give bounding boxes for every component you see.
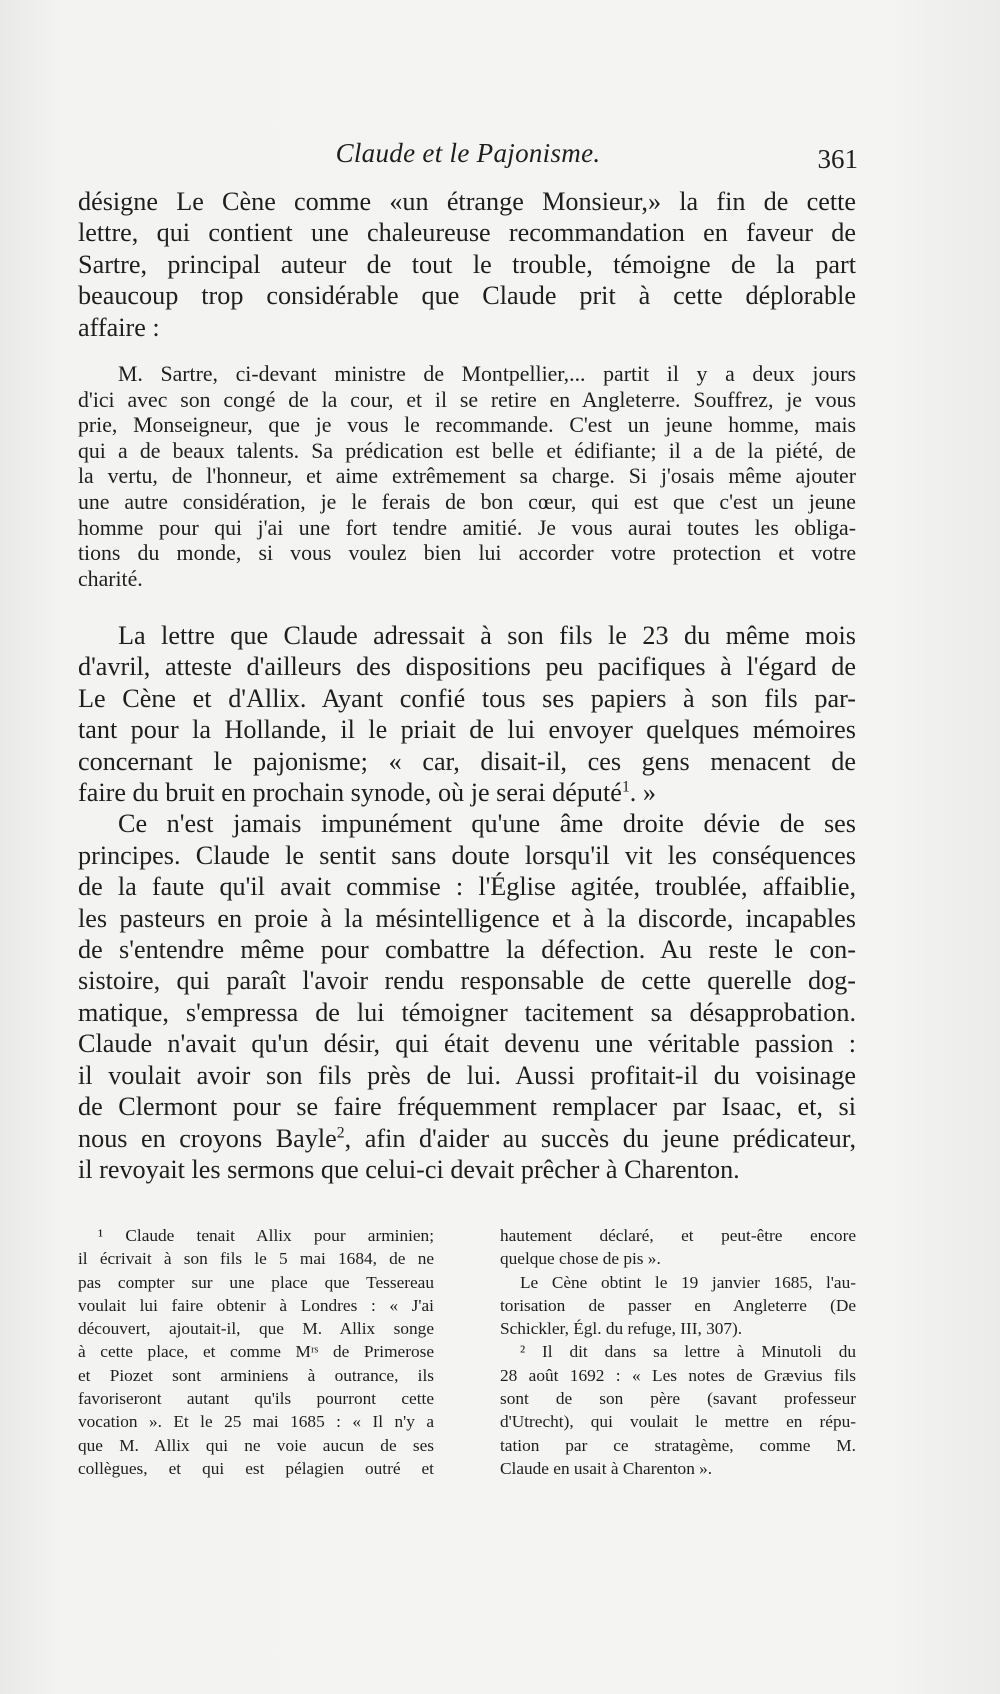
text-line: de la faute qu'il avait commise : l'Église agitée, troublée, affaiblie, — [78, 872, 856, 902]
text-line: d'avril, atteste d'ailleurs des dispositions peu pacifiques à l'égard de — [78, 652, 856, 682]
page-number: 361 — [817, 144, 858, 174]
footnote-line: ² Il dit dans sa lettre à Minutoli du — [520, 1342, 856, 1362]
footnote-line: vocation ». Et le 25 mai 1685 : « Il n'y a — [78, 1412, 434, 1432]
paragraph-2 — [78, 620, 856, 1185]
quote-line: qui a de beaux talents. Sa prédication est belle et édifiante; il a de la piété, de — [78, 438, 856, 463]
footnote-ref-2: 2 — [336, 1123, 345, 1141]
footnote-line: quelque chose de pis ». — [500, 1249, 661, 1269]
quote-line: prie, Monseigneur, que je vous le recommande. C'est un jeune homme, mais — [78, 413, 856, 438]
footnote-line: voulait lui faire obtenir à Londres : « J'ai — [78, 1295, 434, 1315]
text-segment: faire du bruit en prochain synode, où je serai député — [78, 778, 622, 808]
text-segment: . » — [629, 778, 656, 808]
footnote-line: que M. Allix qui ne voie aucun de ses — [78, 1435, 434, 1455]
footnote-line: tation par ce stratagème, comme M. — [500, 1435, 856, 1455]
text-line — [78, 1123, 856, 1154]
text-line: Sartre, principal auteur de tout le trouble, témoigne de la part — [78, 249, 856, 279]
footnote-line: Le Cène obtint le 19 janvier 1685, l'au- — [520, 1272, 856, 1292]
paragraph-3 — [78, 808, 856, 1185]
footnotes — [78, 1224, 856, 1480]
text-line: sistoire, qui paraît l'avoir rendu responsable de cette querelle dog- — [78, 966, 856, 996]
text-segment: , afin d'aider au succès du jeune prédicateur, — [344, 1123, 856, 1153]
text-line: il revoyait les sermons que celui-ci devait prêcher à Charenton. — [78, 1154, 740, 1184]
text-line: il voulait avoir son fils près de lui. Aussi profitait-il du voisinage — [78, 1060, 856, 1090]
footnote-line: collègues, et qui est pélagien outré et — [78, 1458, 434, 1478]
text-line — [78, 777, 856, 808]
quote-line: M. Sartre, ci-devant ministre de Montpellier,... partit il y a deux jours — [118, 362, 856, 386]
footnote-line: à cette place, et comme Mʳˢ de Primerose — [78, 1342, 434, 1362]
footnote-line: torisation de passer en Angleterre (De — [500, 1295, 856, 1315]
quote-line: tions du monde, si vous voulez bien lui accorder votre protection et votre — [78, 541, 856, 566]
footnote-line: et Piozet sont arminiens à outrance, ils — [78, 1365, 434, 1385]
text-line: de Clermont pour se faire fréquemment remplacer par Isaac, et, si — [78, 1092, 856, 1122]
text-line: lettre, qui contient une chaleureuse recommandation en faveur de — [78, 218, 856, 248]
text-line: Le Cène et d'Allix. Ayant confié tous ses papiers à son fils par- — [78, 683, 856, 713]
footnote-line: ¹ Claude tenait Allix pour arminien; — [98, 1226, 434, 1245]
text-line: beaucoup trop considérable que Claude prit à cette déplorable — [78, 281, 856, 311]
text-line: Claude n'avait qu'un désir, qui était devenu une véritable passion : — [78, 1029, 856, 1059]
text-line: principes. Claude le sentit sans doute lorsqu'il vit les conséquences — [78, 840, 856, 870]
quote-line: d'ici avec son congé de la cour, et il se retire en Angleterre. Souffrez, je vous — [78, 387, 856, 412]
footnote-ref-1: 1 — [621, 778, 630, 796]
footnote-line: sont de son père (savant professeur — [500, 1389, 856, 1409]
footnote-line: hautement déclaré, et peut-être encore — [500, 1226, 856, 1245]
text-line: affaire : — [78, 312, 160, 342]
footnote-line: d'Utrecht), qui voulait le mettre en répu- — [500, 1412, 856, 1432]
running-title: Claude et le Pajonisme. — [335, 138, 601, 168]
footnote-line: découvert, ajoutait-il, que M. Allix songe — [78, 1319, 434, 1339]
quote-line: charité. — [78, 566, 143, 591]
text-segment: nous en croyons Bayle — [78, 1123, 337, 1153]
text-line: Ce n'est jamais impunément qu'une âme droite dévie de ses — [118, 809, 856, 839]
footnotes-right-column — [500, 1224, 856, 1480]
footnote-line: Claude en usait à Charenton ». — [500, 1458, 713, 1478]
text-line: tant pour la Hollande, il le priait de lui envoyer quelques mémoires — [78, 715, 856, 745]
footnotes-left-column — [78, 1224, 434, 1480]
text-line: concernant le pajonisme; « car, disait-il, ces gens menacent de — [78, 746, 856, 776]
text-line: La lettre que Claude adressait à son fils le 23 du même mois — [118, 621, 856, 650]
text-line: les pasteurs en proie à la mésintelligence et à la discorde, incapables — [78, 903, 856, 933]
footnote-line: pas compter sur une place que Tessereau — [78, 1272, 434, 1292]
page-header — [78, 138, 858, 178]
text-line: désigne Le Cène comme «un étrange Monsieur,» la fin de cette — [78, 187, 856, 216]
quote-line: une autre considération, je le ferais de bon cœur, qui est que c'est un jeune — [78, 489, 856, 514]
quote-line: la vertu, de l'honneur, et aime extrêmement sa charge. Si j'osais même ajouter — [78, 464, 856, 489]
text-line: matique, s'empressa de lui témoigner tacitement sa désapprobation. — [78, 997, 856, 1027]
text-line: de s'entendre même pour combattre la défection. Au reste le con- — [78, 935, 856, 965]
paragraph-1 — [78, 186, 856, 343]
quote-line: homme pour qui j'ai une fort tendre amitié. Je vous aurai toutes les obliga- — [78, 515, 856, 540]
footnote-line: favoriseront autant qu'ils pourront cette — [78, 1389, 434, 1409]
footnote-line: il écrivait à son fils le 5 mai 1684, de ne — [78, 1249, 434, 1269]
block-quote — [78, 362, 856, 592]
footnote-line: Schickler, Égl. du refuge, III, 307). — [500, 1319, 743, 1339]
footnote-line: 28 août 1692 : « Les notes de Grævius fils — [500, 1365, 856, 1385]
